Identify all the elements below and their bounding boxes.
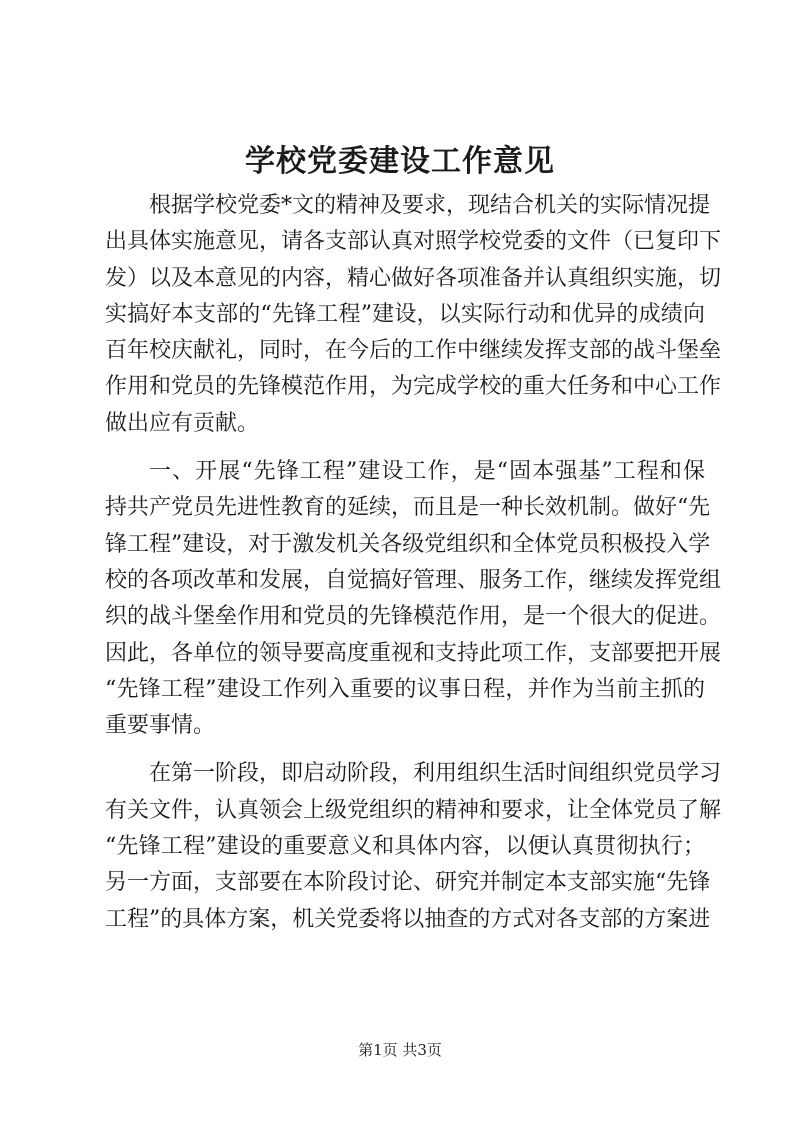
text-line: 实搞好本支部的“先锋工程”建设，以实际行动和优异的成绩向: [105, 301, 705, 327]
text-line: “先锋工程”建设的重要意义和具体内容，以便认真贯彻执行；: [105, 834, 705, 860]
text-line: 持共产党员先进性教育的延续，而且是一种长效机制。做好“先: [105, 495, 711, 521]
text-line: 出具体实施意见，请各支部认真对照学校党委的文件（已复印下: [105, 229, 722, 255]
paragraph: [105, 188, 722, 442]
document-body: [105, 188, 722, 938]
text-line: 重要事情。: [105, 713, 216, 739]
text-line: 有关文件，认真领会上级党组织的精神和要求，让全体党员了解: [105, 797, 722, 823]
text-line: 根据学校党委*文的精神及要求，现结合机关的实际情况提: [149, 193, 711, 218]
text-line: “先锋工程”建设工作列入重要的议事日程，并作为当前主抓的: [105, 676, 705, 702]
text-line: 校的各项改革和发展，自觉搞好管理、服务工作，继续发挥党组: [105, 567, 722, 593]
text-line: 工程”的具体方案，机关党委将以抽查的方式对各支部的方案进: [105, 906, 711, 932]
text-line: 织的战斗堡垒作用和党员的先锋模范作用，是一个很大的促进。: [105, 604, 722, 630]
text-line: 因此，各单位的领导要高度重视和支持此项工作，支部要把开展: [105, 640, 722, 666]
page-title: 学校党委建设工作意见: [245, 144, 555, 179]
text-line: 作用和党员的先锋模范作用，为完成学校的重大任务和中心工作: [105, 374, 722, 400]
text-line: 做出应有贡献。: [105, 410, 260, 436]
page-footer: 第1页 共3页: [358, 1041, 442, 1059]
text-line: 另一方面，支部要在本阶段讨论、研究并制定本支部实施“先锋: [105, 870, 711, 896]
text-line: 锋工程”建设，对于激发机关各级党组织和全体党员积极投入学: [105, 531, 711, 557]
text-line: 百年校庆献礼，同时，在今后的工作中继续发挥支部的战斗堡垒: [105, 338, 722, 364]
paragraph: [105, 454, 722, 744]
text-line: 发）以及本意见的内容，精心做好各项准备并认真组织实施，切: [105, 265, 722, 291]
text-line: 一、开展“先锋工程”建设工作，是“固本强基”工程和保: [149, 459, 705, 485]
text-line: 在第一阶段，即启动阶段，利用组织生活时间组织党员学习: [149, 761, 722, 787]
paragraph: [105, 756, 722, 937]
